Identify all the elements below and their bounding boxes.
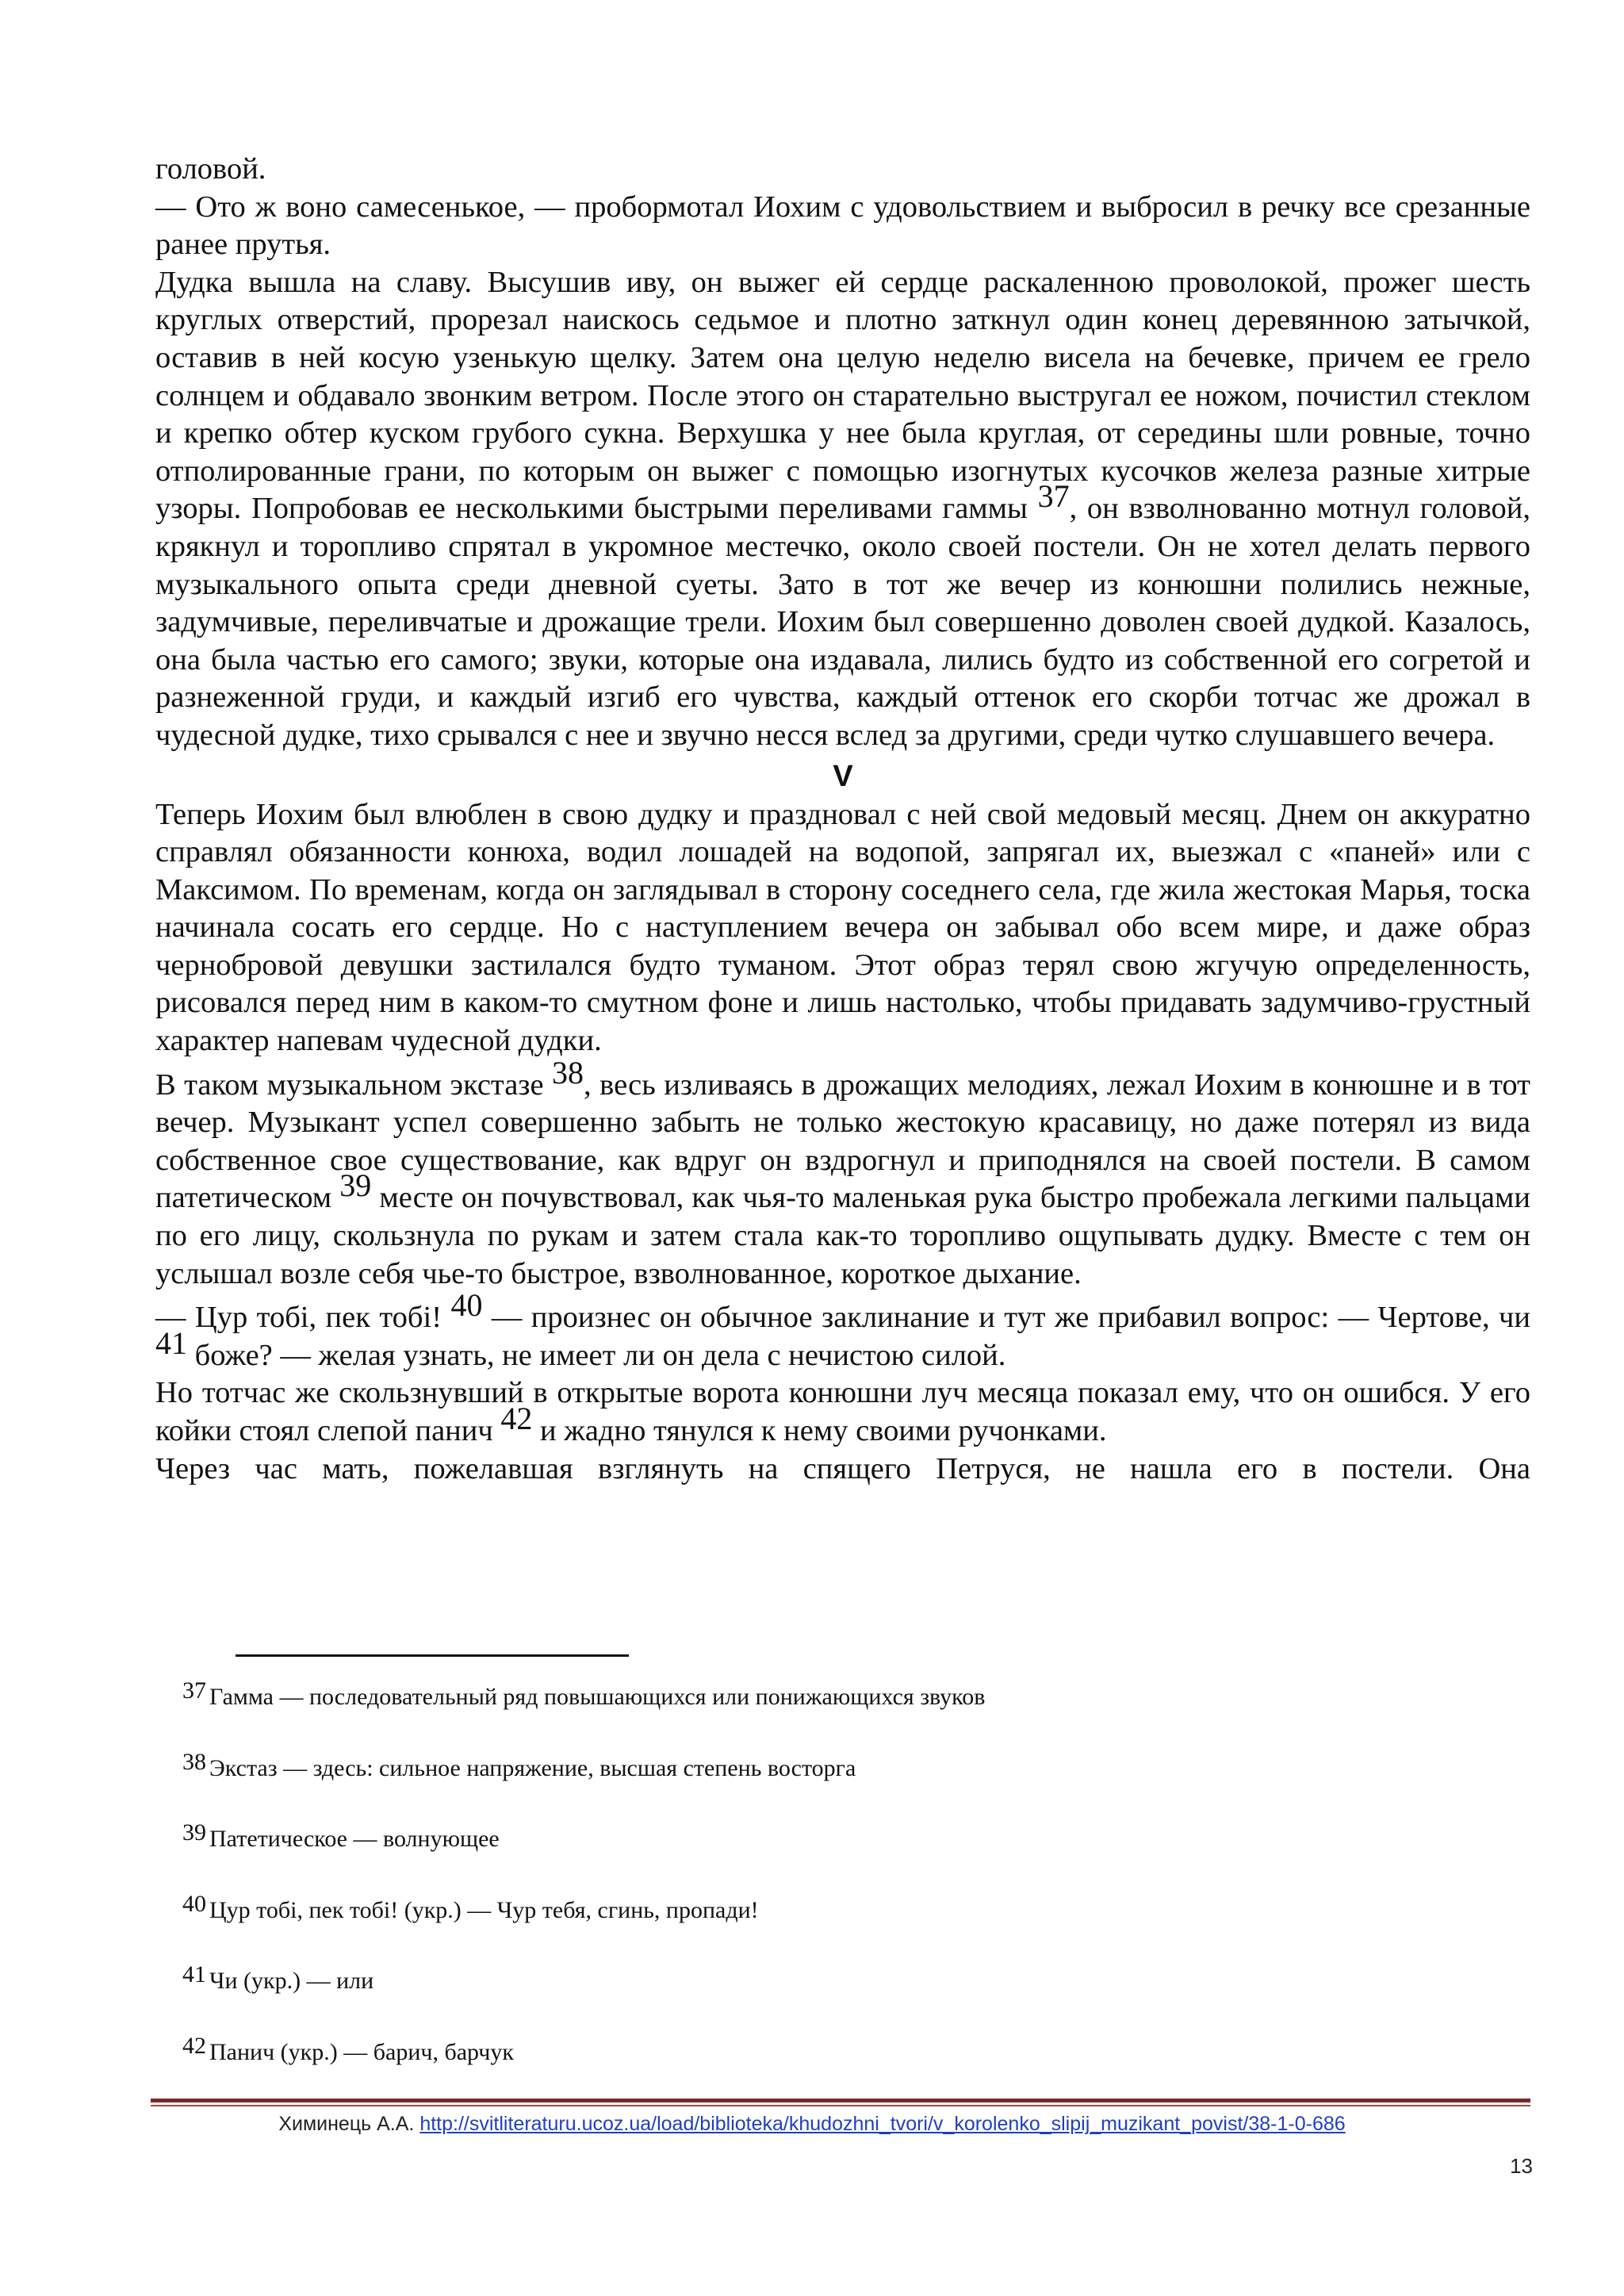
footnote-separator [236,1654,629,1657]
footnote-number: 41 [182,1961,206,1987]
footnote-number: 42 [182,2032,206,2059]
footnote-ref-42[interactable]: 42 [500,1401,533,1436]
paragraph [155,1287,1530,1374]
footer-source-link[interactable]: http://svitliteraturu.ucoz.ua/load/biblioteka/khudozhni_tvori/v_korolenko_slipij_muzikant_povist/38-1-0-686 [419,2113,1346,2135]
main-text [155,151,1530,1488]
text-run: Но тотчас же скользнувший в открытые ворота конюшни луч месяца показал ему, что он ошибся. У его койки стоял слепой панич [155,1376,1530,1447]
footer-author: Химинець А.А. [278,2113,415,2135]
footnote-ref-39[interactable]: 39 [339,1167,372,1204]
paragraph: — Ото ж воно самесенькое, — пробормотал Иохим с удовольствием и выбросил в речку все срезанные ранее прутья. [155,190,1530,262]
text-run: В таком музыкальном экстазе [155,1068,553,1102]
paragraph: Через час мать, пожелавшая взглянуть на спящего Петруся, не нашла его в постели. Она [155,1451,1530,1485]
paragraph [155,1054,1530,1294]
footnote-40 [182,1887,1451,1958]
footnote-text: Экстаз — здесь: сильное напряжение, высшая степень восторга [209,1754,856,1781]
footnote-ref-37[interactable]: 37 [1037,478,1070,515]
paragraph [155,1374,1530,1450]
paragraph [155,264,1530,755]
footer-rule [151,2099,1530,2102]
text-run: боже? — желая узнать, не имеет ли он дела с нечистою силой. [187,1338,1006,1372]
page-number: 13 [1510,2154,1533,2178]
footnote-text: Патетическое — волнующее [209,1826,500,1852]
text-run: , весь изливаясь в дрожащих мелодиях, лежал Иохим в конюшне и в тот вечер. Музыкант успел совершенно забыть не только жестокую красавицу, но даже потерял из вида собственное свое существование, как вдруг он вздрогнул и приподнялся на своей постели. В самом патетическом [155,1068,1530,1215]
footer-rule-thin [151,2105,1530,2106]
text-run: — произнес он обычное заклинание и тут же прибавил вопрос: — Чертове, чи [482,1301,1530,1335]
chapter-heading: V [833,759,853,793]
paragraph: Теперь Иохим был влюблен в свою дудку и праздновал с ней свой медовый месяц. Днем он аккуратно справлял обязанности конюха, водил лошадей на водопой, запрягал их, выезжал с «паней» или с Максимом. По временам, когда он заглядывал в сторону соседнего села, где жила жестокая Марья, тоска начинала сосать его сердце. Но с наступлением вечера он забывал обо всем мире, и даже образ чернобровой девушки застилался будто туманом. Этот образ терял свою жгучую определенность, рисовался перед ним в каком-то смутном фоне и лишь настолько, чтобы придавать задумчиво-грустный характер напевам чудесной дудки. [155,797,1530,1058]
footnote-39 [182,1815,1451,1887]
text-run: , он взволнованно мотнул головой, крякнул и торопливо спрятал в укромное местечко, около своей постели. Он не хотел делать первого музыкального опыта среди дневной суеты. Зато в тот же вечер из конюшни полились нежные, задумчивые, переливчатые и дрожащие трели. Иохим был совершенно доволен своей дудкой. Казалось, она была частью его самого; звуки, которые она издавала, лились будто из собственной его согретой и разнеженной груди, и каждый изгиб его чувства, каждый оттенок его скорби тотчас же дрожал в чудесной дудке, тихо срывался с нее и звучно несся вслед за другими, среди чутко слушавшего вечера. [155,492,1530,752]
footnote-38 [182,1745,1451,1816]
text-run: — Цур тобі, пек тобі! [155,1301,451,1335]
footnote-42 [182,2029,1451,2100]
footnote-ref-41[interactable]: 41 [155,1324,187,1361]
text-run: месте он почувствовал, как чья-то маленькая рука быстро пробежала легкими пальцами по его лицу, скользнула по рукам и затем стала как-то торопливо ощупывать дудку. Вместе с тем он услышал возле себя чье-то быстрое, взволнованное, короткое дыхание. [155,1181,1530,1290]
footnote-ref-38[interactable]: 38 [552,1054,584,1091]
footnote-text: Цур тобі, пек тобі! (укр.) — Чур тебя, сгинь, пропади! [209,1896,759,1923]
paragraph: головой. [155,152,266,186]
text-run: и жадно тянулся к нему своими ручонками. [532,1414,1107,1447]
footnote-text: Гамма — последовательный ряд повышающихся или понижающихся звуков [209,1684,986,1710]
footnote-text: Чи (укр.) — или [209,1968,374,1994]
text-run: Дудка вышла на славу. Высушив иву, он выжег ей сердце раскаленною проволокой, прожег шесть круглых отверстий, прорезал наискось седьмое и плотно заткнул один конец деревянною затычкой, оставив в ней косую узенькую щелку. Затем она целую неделю висела на бечевке, причем ее грело солнцем и обдавало звонким ветром. После этого он старательно выстругал ее ножом, почистил стеклом и крепко обтер куском грубого сукна. Верхушка у нее была круглая, от середины шли ровные, точно отполированные грани, по которым он выжег с помощью изогнутых кусочков железа разные хитрые узоры. Попробовав ее несколькими быстрыми переливами гаммы [155,265,1530,526]
footnote-number: 38 [182,1748,206,1775]
page-footer [0,2113,1624,2136]
footnote-37 [182,1673,1451,1745]
footnotes [182,1673,1451,2099]
footnote-41 [182,1957,1451,2029]
footnote-number: 37 [182,1677,206,1704]
footnote-number: 39 [182,1819,206,1846]
footnote-text: Панич (укр.) — барич, барчук [209,2038,514,2065]
footnote-ref-40[interactable]: 40 [450,1287,483,1324]
footnote-number: 40 [182,1890,206,1917]
